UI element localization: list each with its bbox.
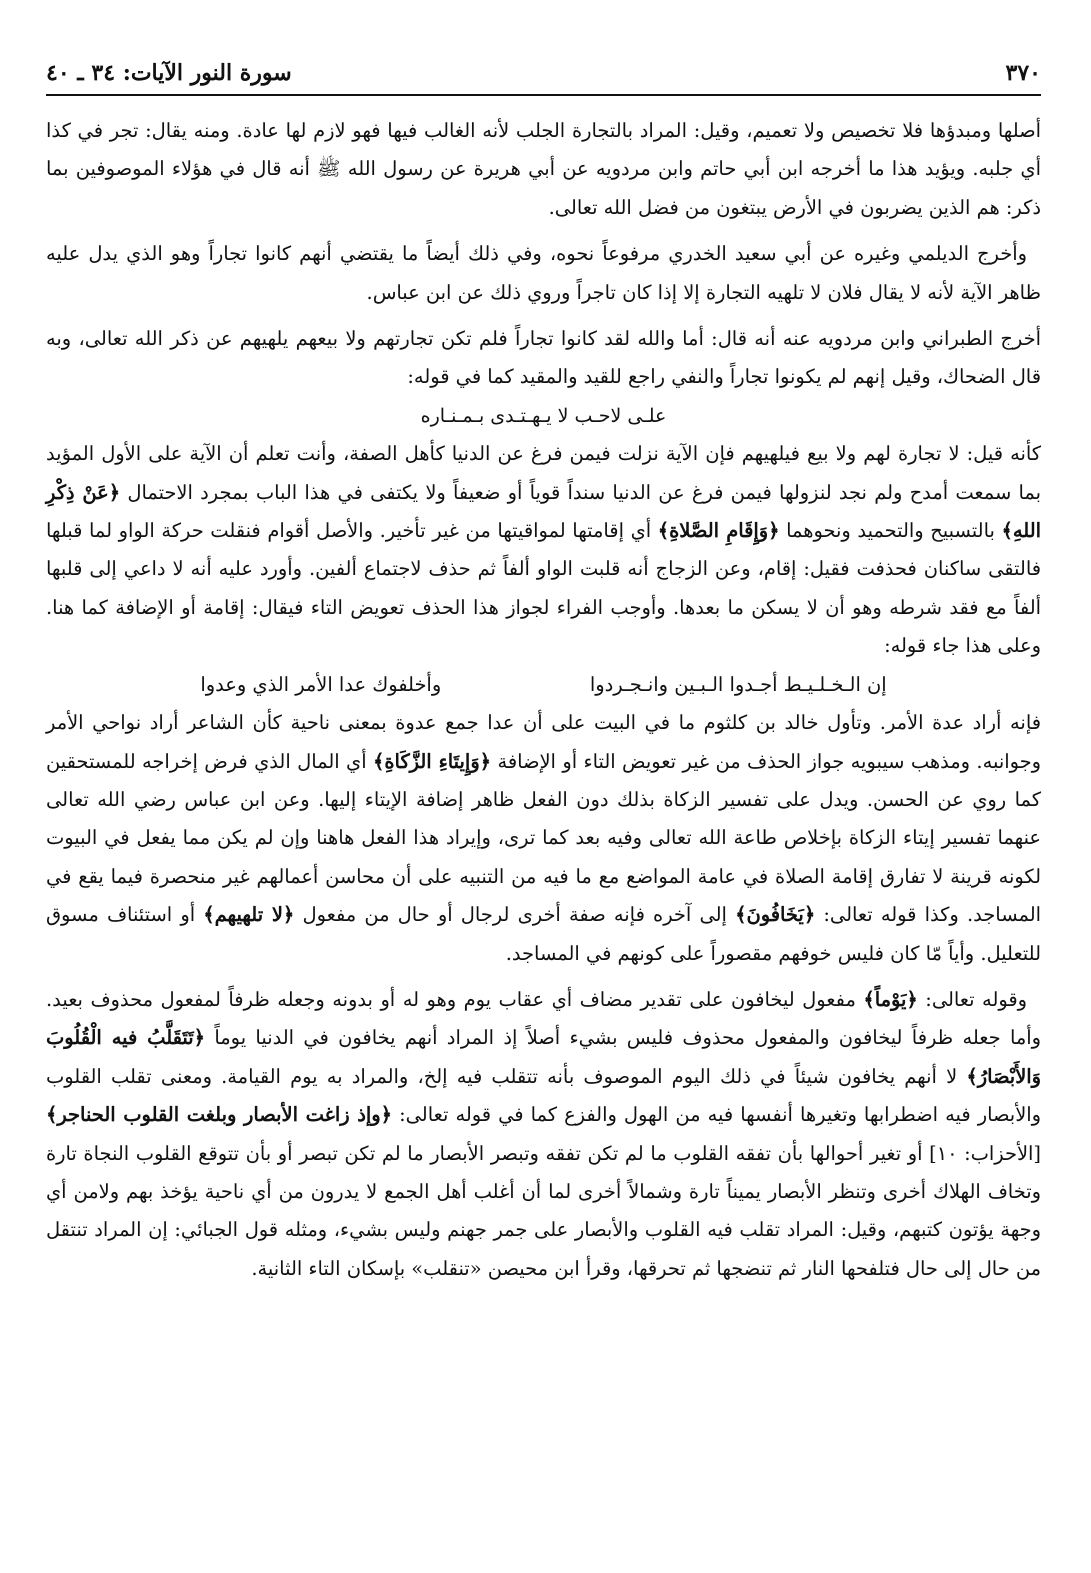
quran-quote: ﴿لا تلهيهم﴾ xyxy=(203,903,295,927)
page-header xyxy=(46,58,1041,96)
text-run: مفعول ليخافون على تقدير مضاف أي عقاب يوم وهو له أو بدونه وجعله ظرفاً لمفعول محذوف بعيد. وأما جعله ظرفاً ليخافون والمفعول محذوف فليس بشيء أصلاً إذ المراد أنهم يخافون في الدنيا يوماً xyxy=(46,987,1041,1050)
text-run: [الأحزاب: ١٠] أو تغير أحوالها بأن تفقه القلوب ما لم تكن تفقه وتبصر الأبصار ما لم تكن تبصر أو بأن تتوقع القلوب النجاة تارة وتخاف الهلاك أخرى وتنظر الأبصار يميناً تارة وشمالاً أخرى لما أن أغلب أهل الجمع لا يدرون من أي ناحية يؤخذ بهم ولامن أي وجهة يؤتون كتبهم، وقيل: المراد تقلب فيه القلوب والأبصار على جمر جهنم وليس بشيء، ومثله قول الجبائي: إن المراد تنتقل من حال إلى حال فتلفحها النار ثم تنضجها ثم تحرقها، وقرأ ابن محيصن «تنقلب» بإسكان التاء الثانية. xyxy=(46,1141,1041,1280)
text-run: فإنه أراد عدة الأمر. وتأول خالد بن كلثوم ما في البيت على أن عدا جمع عدوة بمعنى ناحية كأن الشاعر أراد نواحي الأمر وجوانبه. ومذهب سيبويه جواز الحذف من غير تعويض التاء أو الإضافة xyxy=(46,711,1041,773)
page-number: ٣٧٠ xyxy=(1005,60,1041,86)
text-run: لا أنهم يخافون شيئاً في ذلك اليوم الموصوف بأنه تتقلب فيه إلخ، والمراد به يوم القيامة. ومعنى تقلب القلوب والأبصار فيه اضطرابها وتغيرها أنفسها فيه من الهول والفزع كما في قوله تعالى: xyxy=(46,1064,1042,1127)
quran-quote: ﴿وإذ زاغت الأبصار وبلغت القلوب الحناجر﴾ xyxy=(46,1103,392,1127)
text-run: كأنه قيل: لا تجارة لهم ولا بيع فيلهيهم فإن الآية نزلت فيمن فرغ عن الدنيا كأهل الصفة، وأنت تعلم أن الآية على الأول المؤيد بما سمعت أمدح ولم نجد لنزولها فيمن فرغ عن الدنيا سنداً قوياً أو ضعيفاً ولا يكتفى في هذا الباب بمجرد الاحتمال xyxy=(46,442,1041,504)
page-body xyxy=(46,112,1041,1288)
running-title: سورة النور الآيات: ٣٤ ـ ٤٠ xyxy=(46,60,292,86)
text-run: بالتسبيح والتحميد ونحوهما xyxy=(779,519,1002,543)
poetry-couplet xyxy=(46,666,1041,704)
paragraph: وأخرج الديلمي وغيره عن أبي سعيد الخدري مرفوعاً نحوه، وفي ذلك أيضاً ما يقتضي أنهم كانوا تجاراً وهو الذي يدل عليه ظاهر الآية لأنه لا يقال فلان لا تلهيه التجارة إلا إذا كان تاجراً وروي ذلك عن ابن عباس. xyxy=(46,242,1041,304)
paragraph: أصلها ومبدؤها فلا تخصيص ولا تعميم، وقيل: المراد بالتجارة الجلب لأنه الغالب فيها فهو لازم لها عادة. ومنه يقال: تجر في كذا أي جلبه. ويؤيد هذا ما أخرجه ابن أبي حاتم وابن مردويه عن أبي هريرة عن رسول الله ﷺ أنه قال في هؤلاء الموصوفين بما ذكر: هم الذين يضربون في الأرض يبتغون من فضل الله تعالى. xyxy=(46,119,1041,219)
paragraph: أخرج الطبراني وابن مردويه عنه أنه قال: أما والله لقد كانوا تجاراً فلم تكن تجارتهم ولا بيعهم يلهيهم عن ذكر الله تعالى، وبه قال الضحاك، وقيل إنهم لم يكونوا تجاراً والنفي راجع للقيد والمقيد كما في قوله: xyxy=(46,327,1041,389)
quran-quote: ﴿وَإِيتَاءِ الزَّكَاةِ﴾ xyxy=(373,749,492,773)
text-run: أي إقامتها لمواقيتها من غير تأخير. والأصل أقوام فنقلت حركة الواو لما قبلها فالتقى ساكنان فحذفت فقيل: إقام، وعن الزجاج أنه قلبت الواو ألفاً ثم حذف لاجتماع ألفين. وأورد عليه أنه لا داعي إلى قلبها ألفاً مع فقد شرطه وهو أن لا يسكن ما بعدها. وأوجب الفراء لجواز هذا الحذف تعويض التاء فيقال: إقامة أو الإضافة كما هنا. وعلى هذا جاء قوله: xyxy=(46,519,1041,658)
quran-quote: ﴿يَخَافُونَ﴾ xyxy=(735,903,816,927)
couplet-second-hemistich: وأخلفوك عدا الأمر الذي وعدوا xyxy=(200,672,442,696)
quran-quote: ﴿عَنْ ذِكْرِ اللهِ﴾ xyxy=(46,480,1041,543)
paragraph xyxy=(46,435,1041,665)
poetry-verse: علـى لاحـب لا يـهـتـدى بـمـنـاره xyxy=(420,404,667,427)
couplet-first-hemistich: إن الـخـلـيـط أجـدوا الـبـين وانـجـردوا xyxy=(589,672,887,696)
quran-quote: ﴿وَإِقَامِ الصَّلاةِ﴾ xyxy=(657,519,780,543)
text-run: إلى آخره فإنه صفة أخرى لرجال أو حال من مفعول xyxy=(294,903,736,927)
text-run: أو استئناف مسوق للتعليل. وأياً مّا كان فليس خوفهم مقصوراً على كونهم في المساجد. xyxy=(46,903,1041,965)
paragraph xyxy=(46,704,1041,973)
paragraph xyxy=(46,981,1041,1288)
quran-quote: ﴿تَتَقَلَّبُ فيه الْقُلُوبَ وَالأَبْصَارُ﴾ xyxy=(46,1026,1041,1088)
text-run: أي المال الذي فرض إخراجه للمستحقين كما روي عن الحسن. ويدل على تفسير الزكاة بذلك دون الفعل ظاهر إضافة الإيتاء إليها. وعن ابن عباس رضي الله تعالى عنهما تفسير إيتاء الزكاة بإخلاص طاعة الله تعالى وفيه بعد كما ترى، وإيراد هذا الفعل هاهنا وإن لم يكن مما يفعل في البيوت لكونه قرينة لا تفارق إقامة الصلاة في عامة المواضع مع ما فيه من التنبيه على أن محاسن أعمالهم غير منحصرة فيما يقع في المساجد. وكذا قوله تعالى: xyxy=(46,749,1042,927)
quran-quote: ﴿يَوْماً﴾ xyxy=(863,987,918,1011)
text-run: وقوله تعالى: xyxy=(917,987,1027,1011)
